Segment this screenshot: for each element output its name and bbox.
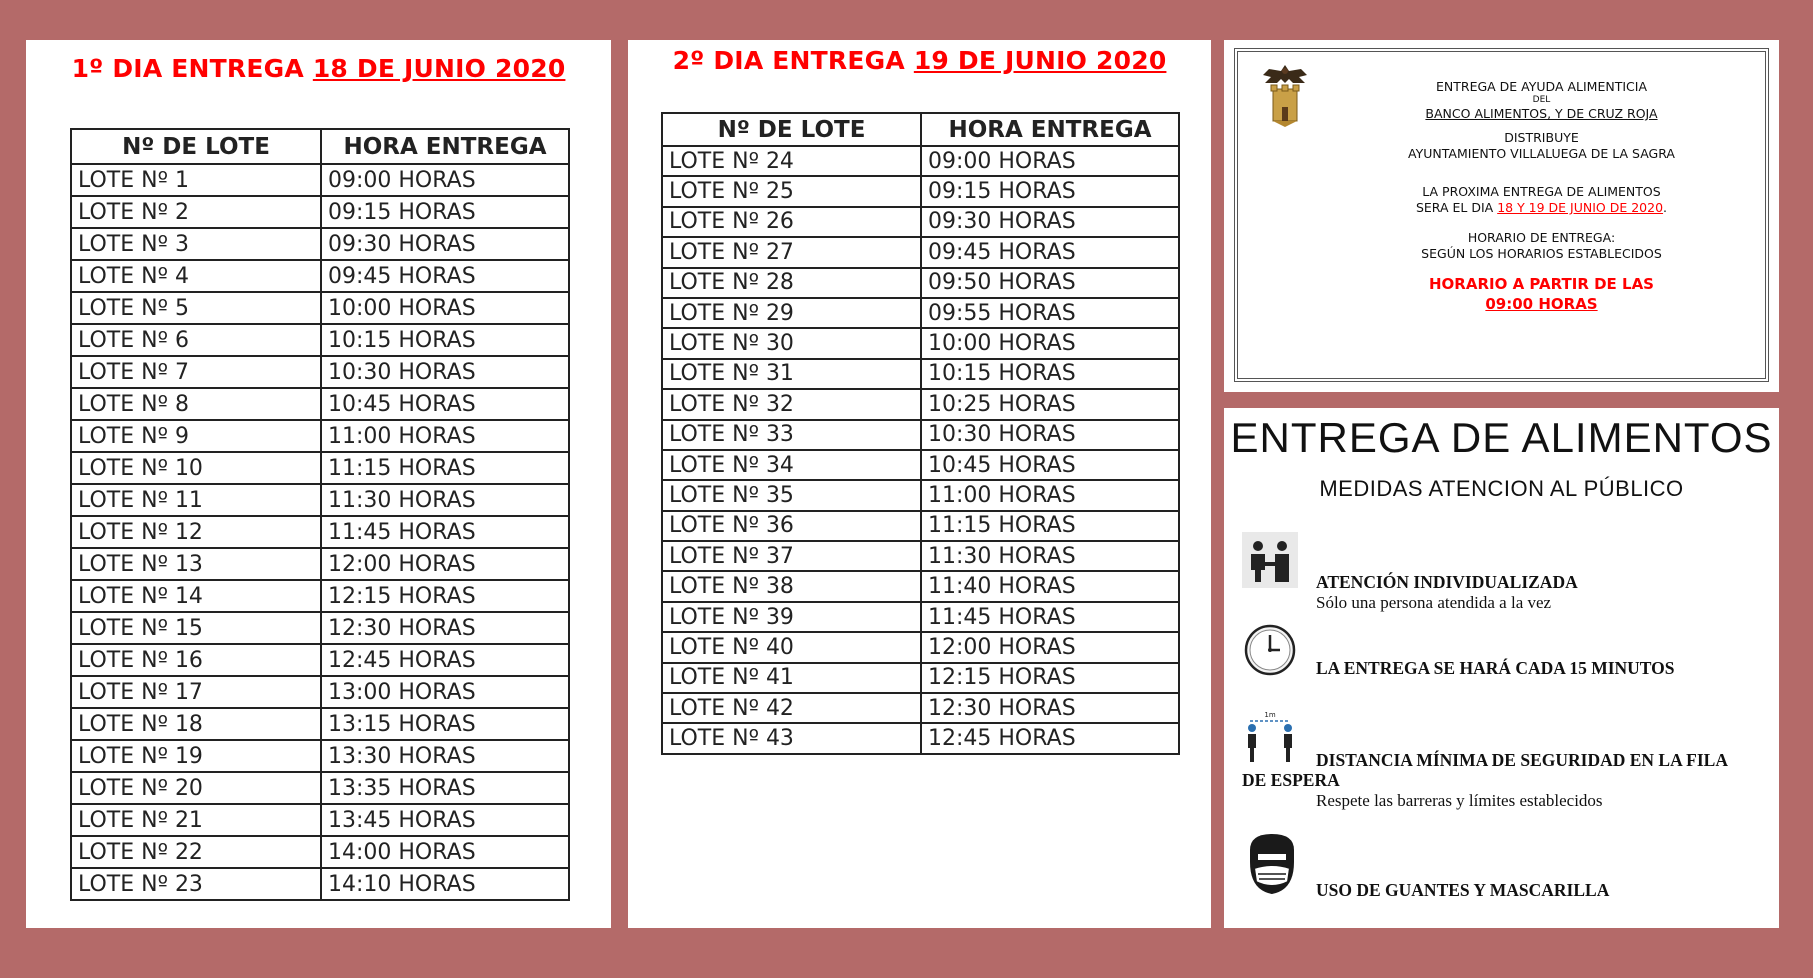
hora-cell: 12:45 HORAS (921, 723, 1179, 753)
hora-cell: 09:00 HORAS (321, 164, 569, 196)
hora-cell: 09:30 HORAS (321, 228, 569, 260)
notice-line-10: HORARIO A PARTIR DE LAS (1429, 275, 1654, 293)
hora-cell: 10:00 HORAS (321, 292, 569, 324)
hora-cell: 12:15 HORAS (321, 580, 569, 612)
table-row (71, 548, 569, 580)
day1-title: 1º DIA ENTREGA 18 DE JUNIO 2020 (71, 54, 566, 83)
hora-cell: 11:15 HORAS (921, 511, 1179, 541)
table-header-row (71, 129, 569, 164)
hora-cell: 09:45 HORAS (321, 260, 569, 292)
table-row (662, 480, 1179, 510)
day2-title: 2º DIA ENTREGA 19 DE JUNIO 2020 (672, 46, 1167, 75)
hora-cell: 09:45 HORAS (921, 237, 1179, 267)
table-row (71, 804, 569, 836)
table-row (71, 260, 569, 292)
lote-cell: LOTE Nº 15 (71, 612, 321, 644)
hora-cell: 10:15 HORAS (921, 359, 1179, 389)
table-row (662, 328, 1179, 358)
lote-cell: LOTE Nº 19 (71, 740, 321, 772)
notice-line-11: 09:00 HORAS (1485, 295, 1598, 313)
day1-table (70, 128, 570, 901)
table-row (662, 541, 1179, 571)
measures-subtitle: MEDIDAS ATENCION AL PÚBLICO (1319, 476, 1684, 501)
hora-cell: 13:45 HORAS (321, 804, 569, 836)
table-row (71, 772, 569, 804)
lote-cell: LOTE Nº 7 (71, 356, 321, 388)
table-row (662, 663, 1179, 693)
table-row (71, 164, 569, 196)
hora-cell: 09:15 HORAS (921, 176, 1179, 206)
table-row (662, 571, 1179, 601)
lote-cell: LOTE Nº 40 (662, 632, 921, 662)
hora-cell: 11:45 HORAS (921, 602, 1179, 632)
hora-cell: 11:45 HORAS (321, 516, 569, 548)
hora-cell: 11:00 HORAS (921, 480, 1179, 510)
table-row (71, 484, 569, 516)
table-row (71, 580, 569, 612)
measure-4-title: USO DE GUANTES Y MASCARILLA (1316, 880, 1610, 900)
column-header-hora: HORA ENTREGA (321, 129, 569, 164)
notice-frame (1234, 48, 1769, 382)
lote-cell: LOTE Nº 29 (662, 298, 921, 328)
measure-2-title: LA ENTREGA SE HARÁ CADA 15 MINUTOS (1316, 658, 1675, 678)
table-row (71, 388, 569, 420)
lote-cell: LOTE Nº 20 (71, 772, 321, 804)
hora-cell: 14:00 HORAS (321, 836, 569, 868)
table-row (662, 632, 1179, 662)
table-row (662, 693, 1179, 723)
lote-cell: LOTE Nº 23 (71, 868, 321, 900)
table-row (662, 207, 1179, 237)
table-header-row (662, 113, 1179, 146)
table-row (662, 723, 1179, 753)
hora-cell: 11:30 HORAS (921, 541, 1179, 571)
hora-cell: 10:30 HORAS (921, 420, 1179, 450)
table-row (71, 228, 569, 260)
hora-cell: 12:45 HORAS (321, 644, 569, 676)
table-row (662, 176, 1179, 206)
lote-cell: LOTE Nº 26 (662, 207, 921, 237)
day2-panel (628, 40, 1211, 928)
table-row (71, 676, 569, 708)
lote-cell: LOTE Nº 5 (71, 292, 321, 324)
lote-cell: LOTE Nº 22 (71, 836, 321, 868)
hora-cell: 09:30 HORAS (921, 207, 1179, 237)
lote-cell: LOTE Nº 42 (662, 693, 921, 723)
lote-cell: LOTE Nº 18 (71, 708, 321, 740)
hora-cell: 09:50 HORAS (921, 268, 1179, 298)
lote-cell: LOTE Nº 32 (662, 389, 921, 419)
notice-line-4: DISTRIBUYE (1504, 130, 1579, 145)
lote-cell: LOTE Nº 24 (662, 146, 921, 176)
column-header-lote: Nº DE LOTE (71, 129, 321, 164)
hora-cell: 10:25 HORAS (921, 389, 1179, 419)
table-row (662, 511, 1179, 541)
notice-line-6: LA PROXIMA ENTREGA DE ALIMENTOS (1422, 184, 1661, 199)
lote-cell: LOTE Nº 43 (662, 723, 921, 753)
hora-cell: 10:45 HORAS (321, 388, 569, 420)
lote-cell: LOTE Nº 13 (71, 548, 321, 580)
hora-cell: 09:55 HORAS (921, 298, 1179, 328)
hora-cell: 09:00 HORAS (921, 146, 1179, 176)
lote-cell: LOTE Nº 31 (662, 359, 921, 389)
hora-cell: 10:45 HORAS (921, 450, 1179, 480)
measure-3-desc: Respete las barreras y límites establecidos (1316, 791, 1603, 810)
notice-line-8: HORARIO DE ENTREGA: (1467, 230, 1616, 245)
hora-cell: 11:30 HORAS (321, 484, 569, 516)
notice-date: 18 Y 19 DE JUNIO DE 2020 (1497, 200, 1664, 215)
lote-cell: LOTE Nº 21 (71, 804, 321, 836)
lote-cell: LOTE Nº 33 (662, 420, 921, 450)
hora-cell: 10:30 HORAS (321, 356, 569, 388)
notice-line-1: ENTREGA DE AYUDA ALIMENTICIA (1436, 79, 1647, 94)
table-row (662, 602, 1179, 632)
hora-cell: 12:30 HORAS (321, 612, 569, 644)
hora-cell: 12:00 HORAS (921, 632, 1179, 662)
table-row (662, 450, 1179, 480)
lote-cell: LOTE Nº 4 (71, 260, 321, 292)
table-row (71, 356, 569, 388)
table-row (662, 268, 1179, 298)
lote-cell: LOTE Nº 41 (662, 663, 921, 693)
table-row (71, 868, 569, 900)
table-row (662, 389, 1179, 419)
lote-cell: LOTE Nº 35 (662, 480, 921, 510)
lote-cell: LOTE Nº 38 (662, 571, 921, 601)
notice-line-7: SERA EL DIA 18 Y 19 DE JUNIO DE 2020. (1415, 200, 1668, 215)
notice-text (1315, 79, 1768, 314)
notice-line-2: DEL (1532, 95, 1551, 105)
column-header-hora: HORA ENTREGA (921, 113, 1179, 146)
hora-cell: 11:40 HORAS (921, 571, 1179, 601)
lote-cell: LOTE Nº 9 (71, 420, 321, 452)
lote-cell: LOTE Nº 6 (71, 324, 321, 356)
table-row (662, 237, 1179, 267)
day2-title-date: 19 DE JUNIO 2020 (913, 46, 1167, 75)
table-row (71, 196, 569, 228)
measure-1-title: ATENCIÓN INDIVIDUALIZADA (1316, 572, 1578, 592)
measure-1-desc: Sólo una persona atendida a la vez (1316, 593, 1552, 612)
lote-cell: LOTE Nº 16 (71, 644, 321, 676)
person-counter-icon (1242, 532, 1298, 588)
hora-cell: 14:10 HORAS (321, 868, 569, 900)
table-row (71, 708, 569, 740)
distance-label: 1m (1264, 711, 1276, 719)
lote-cell: LOTE Nº 27 (662, 237, 921, 267)
table-row (662, 298, 1179, 328)
day1-title-date: 18 DE JUNIO 2020 (312, 54, 566, 83)
lote-cell: LOTE Nº 30 (662, 328, 921, 358)
hora-cell: 13:15 HORAS (321, 708, 569, 740)
table-row (71, 612, 569, 644)
distance-icon (1242, 710, 1298, 766)
table-row (662, 146, 1179, 176)
measures-panel (1224, 408, 1779, 928)
lote-cell: LOTE Nº 14 (71, 580, 321, 612)
hora-cell: 12:30 HORAS (921, 693, 1179, 723)
hora-cell: 12:00 HORAS (321, 548, 569, 580)
lote-cell: LOTE Nº 39 (662, 602, 921, 632)
table-row (71, 420, 569, 452)
hora-cell: 13:30 HORAS (321, 740, 569, 772)
hora-cell: 09:15 HORAS (321, 196, 569, 228)
day1-panel (26, 40, 611, 928)
lote-cell: LOTE Nº 25 (662, 176, 921, 206)
column-header-lote: Nº DE LOTE (662, 113, 921, 146)
clock-icon (1242, 622, 1298, 678)
hora-cell: 11:00 HORAS (321, 420, 569, 452)
table-row (71, 836, 569, 868)
lote-cell: LOTE Nº 2 (71, 196, 321, 228)
measure-3-title: DISTANCIA MÍNIMA DE SEGURIDAD EN LA FILA (1316, 750, 1728, 770)
town-crest-icon (1259, 63, 1311, 129)
lote-cell: LOTE Nº 3 (71, 228, 321, 260)
table-row (71, 324, 569, 356)
lote-cell: LOTE Nº 36 (662, 511, 921, 541)
table-row (662, 359, 1179, 389)
table-row (71, 516, 569, 548)
hora-cell: 13:35 HORAS (321, 772, 569, 804)
lote-cell: LOTE Nº 34 (662, 450, 921, 480)
lote-cell: LOTE Nº 17 (71, 676, 321, 708)
hora-cell: 13:00 HORAS (321, 676, 569, 708)
lote-cell: LOTE Nº 37 (662, 541, 921, 571)
lote-cell: LOTE Nº 1 (71, 164, 321, 196)
measures-title: ENTREGA DE ALIMENTOS (1230, 414, 1773, 461)
table-row (71, 452, 569, 484)
lote-cell: LOTE Nº 28 (662, 268, 921, 298)
hora-cell: 10:15 HORAS (321, 324, 569, 356)
table-row (71, 644, 569, 676)
notice-line-5: AYUNTAMIENTO VILLALUEGA DE LA SAGRA (1408, 146, 1675, 161)
table-row (71, 740, 569, 772)
hora-cell: 11:15 HORAS (321, 452, 569, 484)
notice-panel (1224, 40, 1779, 392)
lote-cell: LOTE Nº 11 (71, 484, 321, 516)
lote-cell: LOTE Nº 8 (71, 388, 321, 420)
notice-line-9: SEGÚN LOS HORARIOS ESTABLECIDOS (1421, 246, 1662, 261)
measure-3-title-cont: DE ESPERA (1242, 770, 1340, 790)
day2-table (661, 112, 1180, 755)
hora-cell: 10:00 HORAS (921, 328, 1179, 358)
hora-cell: 12:15 HORAS (921, 663, 1179, 693)
notice-line-3: BANCO ALIMENTOS, Y DE CRUZ ROJA (1425, 106, 1658, 121)
table-row (71, 292, 569, 324)
lote-cell: LOTE Nº 12 (71, 516, 321, 548)
table-row (662, 420, 1179, 450)
mask-icon (1242, 832, 1302, 896)
lote-cell: LOTE Nº 10 (71, 452, 321, 484)
